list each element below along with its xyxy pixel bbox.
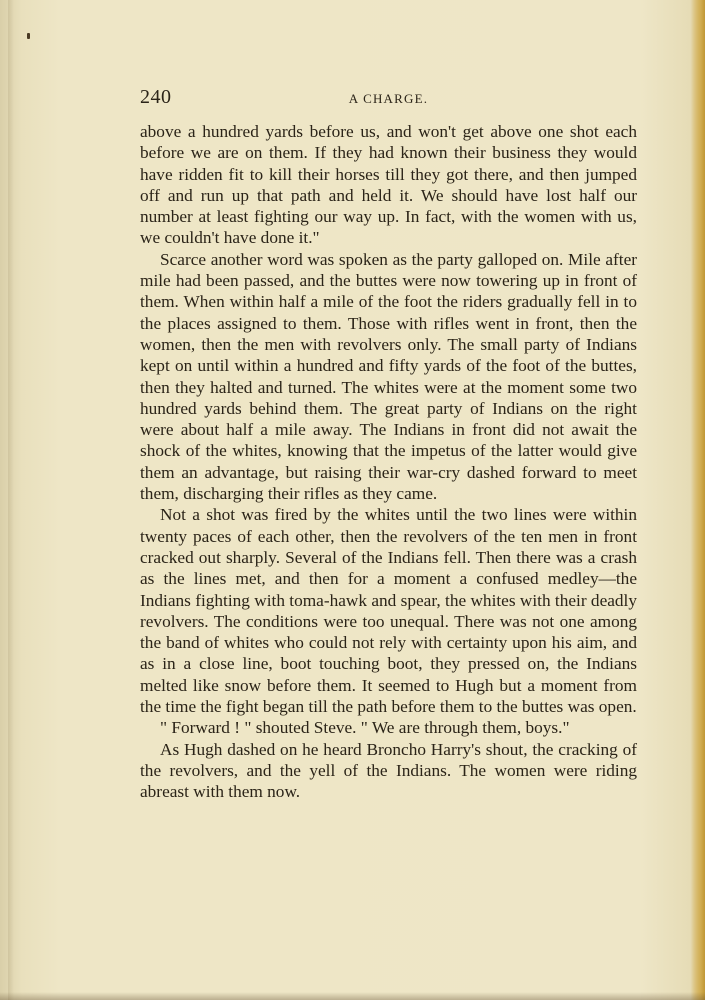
page-edge-discoloration: [691, 0, 705, 1000]
page-gutter-shadow: [8, 0, 14, 1000]
page-bottom-shadow: [0, 992, 705, 1000]
page-header: [140, 86, 637, 114]
ink-speck: [27, 33, 30, 39]
paragraph: Scarce another word was spoken as the party galloped on. Mile after mile had been passed, and the buttes were now towering up in front of them. When within half a mile of the foot the riders gradually fell in to the places assigned to them. Those with rifles went in front, then the women, then the men with revolvers only. The small party of Indians kept on until within a hundred and fifty yards of the foot of the buttes, then they halted and turned. The whites were at the moment some two hundred yards behind them. The great party of Indians on the right were about half a mile away. The Indians in front did not await the shock of the whites, knowing that the impetus of the latter would give them an advantage, but raising their war-cry dashed forward to meet them, discharging their rifles as they came.: [140, 249, 637, 504]
paragraph: As Hugh dashed on he heard Broncho Harry's shout, the cracking of the revolvers, and the yell of the Indians. The women were riding abreast with them now.: [140, 739, 637, 802]
paragraph: above a hundred yards before us, and won't get above one shot each before we are on them. If they had known their business they would have ridden fit to kill their horses till they got there, and then jumped off and run up that path and held it. We should have lost half our number at least fighting our way up. In fact, with the women with us, we couldn't have done it.": [140, 122, 637, 248]
running-head: A CHARGE.: [348, 91, 429, 106]
dialogue-line: " Forward ! " shouted Steve. " We are through them, boys.": [160, 718, 570, 738]
body-text: [140, 121, 637, 803]
paragraph: Not a shot was fired by the whites until the two lines were within twenty paces of each other, then the revolvers of the ten men in front cracked out sharply. Several of the Indians fell. Then there was a crash as the lines met, and then for a moment a confused medley—the Indians fighting with toma-hawk and spear, the whites with their deadly revolvers. The conditions were too unequal. There was not one among the band of whites who could not rely with certainty upon his aim, and as in a close line, boot touching boot, they pressed on, the Indians melted like snow before them. It seemed to Hugh but a moment from the time the fight began till the path before them to the buttes was open.: [140, 505, 637, 717]
page-number: 240: [140, 86, 172, 108]
